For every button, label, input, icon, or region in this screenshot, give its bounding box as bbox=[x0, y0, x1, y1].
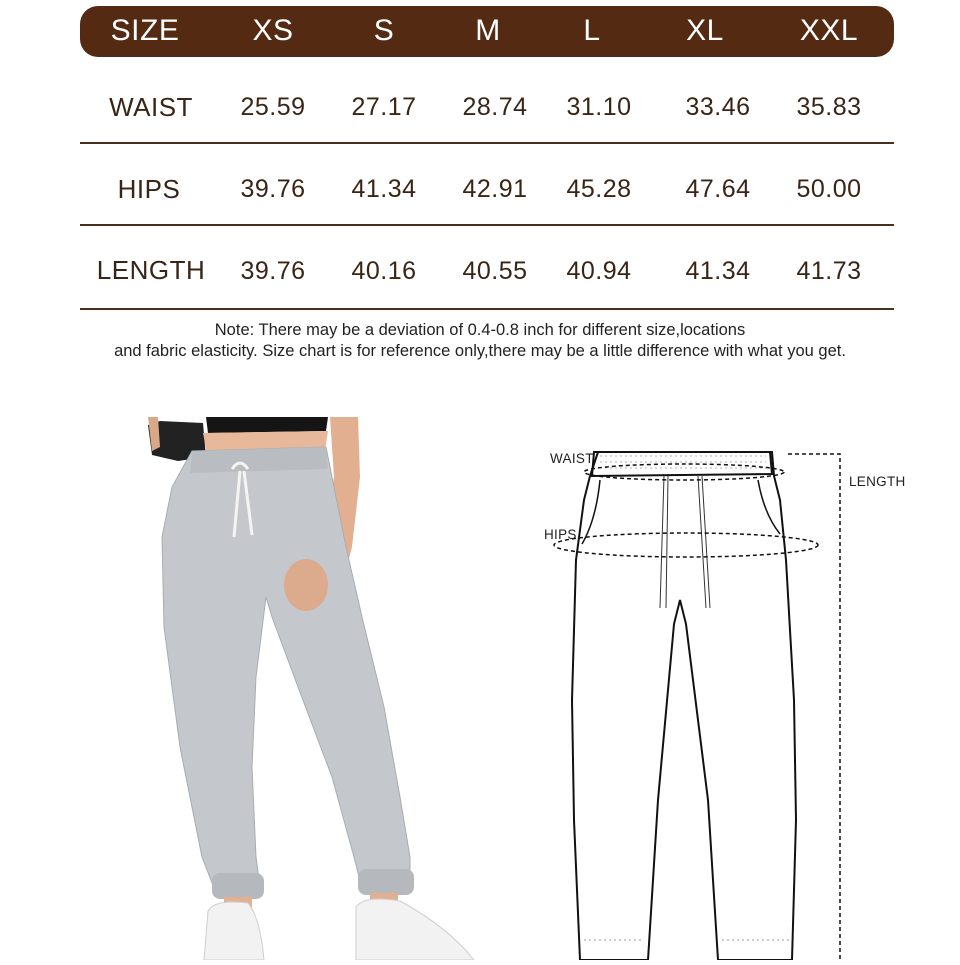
waist-xxl: 35.83 bbox=[796, 93, 862, 121]
size-header-s: S bbox=[373, 14, 395, 47]
row-divider bbox=[80, 224, 894, 226]
waist-measure-line bbox=[584, 464, 784, 480]
pants-outline bbox=[572, 452, 796, 960]
row-divider bbox=[80, 142, 894, 144]
diagram-label-hips: HIPS bbox=[544, 527, 577, 542]
length-xs: 39.76 bbox=[240, 257, 306, 285]
size-header-label: SIZE bbox=[110, 14, 180, 47]
length-measure-line bbox=[788, 454, 840, 960]
waist-l: 31.10 bbox=[566, 93, 632, 121]
size-header-xl: XL bbox=[686, 14, 724, 47]
row-divider bbox=[80, 308, 894, 310]
waist-xs: 25.59 bbox=[240, 93, 306, 121]
row-label-length: LENGTH bbox=[96, 255, 206, 285]
jogger-pants bbox=[162, 447, 410, 893]
hips-measure-line bbox=[554, 533, 818, 557]
measurement-diagram bbox=[540, 440, 940, 960]
hips-xs: 39.76 bbox=[240, 175, 306, 203]
length-l: 40.94 bbox=[566, 257, 632, 285]
size-header-xs: XS bbox=[252, 14, 294, 47]
length-m: 40.55 bbox=[462, 257, 528, 285]
crop-top bbox=[206, 417, 328, 433]
waistband bbox=[190, 447, 328, 473]
cuff-right bbox=[358, 869, 414, 895]
length-s: 40.16 bbox=[351, 257, 417, 285]
hand bbox=[284, 559, 328, 611]
diagram-drawstring bbox=[660, 476, 710, 608]
sneaker-right bbox=[356, 899, 474, 960]
diagram-label-length: LENGTH bbox=[849, 474, 906, 489]
size-note bbox=[0, 320, 960, 362]
hips-xl: 47.64 bbox=[685, 175, 751, 203]
size-header-l: L bbox=[583, 14, 601, 47]
cuff-left bbox=[212, 873, 264, 899]
row-label-waist: WAIST bbox=[109, 92, 193, 122]
waist-xl: 33.46 bbox=[685, 93, 751, 121]
size-header-m: M bbox=[475, 14, 501, 47]
note-line-2: and fabric elasticity. Size chart is for reference only,there may be a little difference with what you get. bbox=[114, 342, 846, 360]
diagram-label-waist: WAIST bbox=[550, 451, 594, 466]
waist-s: 27.17 bbox=[351, 93, 417, 121]
hips-xxl: 50.00 bbox=[796, 175, 862, 203]
row-label-hips: HIPS bbox=[117, 174, 181, 204]
length-xxl: 41.73 bbox=[796, 257, 862, 285]
hips-s: 41.34 bbox=[351, 175, 417, 203]
hips-m: 42.91 bbox=[462, 175, 528, 203]
product-photo bbox=[148, 417, 478, 960]
length-xl: 41.34 bbox=[685, 257, 751, 285]
waist-m: 28.74 bbox=[462, 93, 528, 121]
size-header-xxl: XXL bbox=[799, 14, 859, 47]
note-line-1: Note: There may be a deviation of 0.4-0.8 inch for different size,locations bbox=[214, 321, 746, 339]
sneaker-left bbox=[204, 902, 264, 960]
hips-l: 45.28 bbox=[566, 175, 632, 203]
